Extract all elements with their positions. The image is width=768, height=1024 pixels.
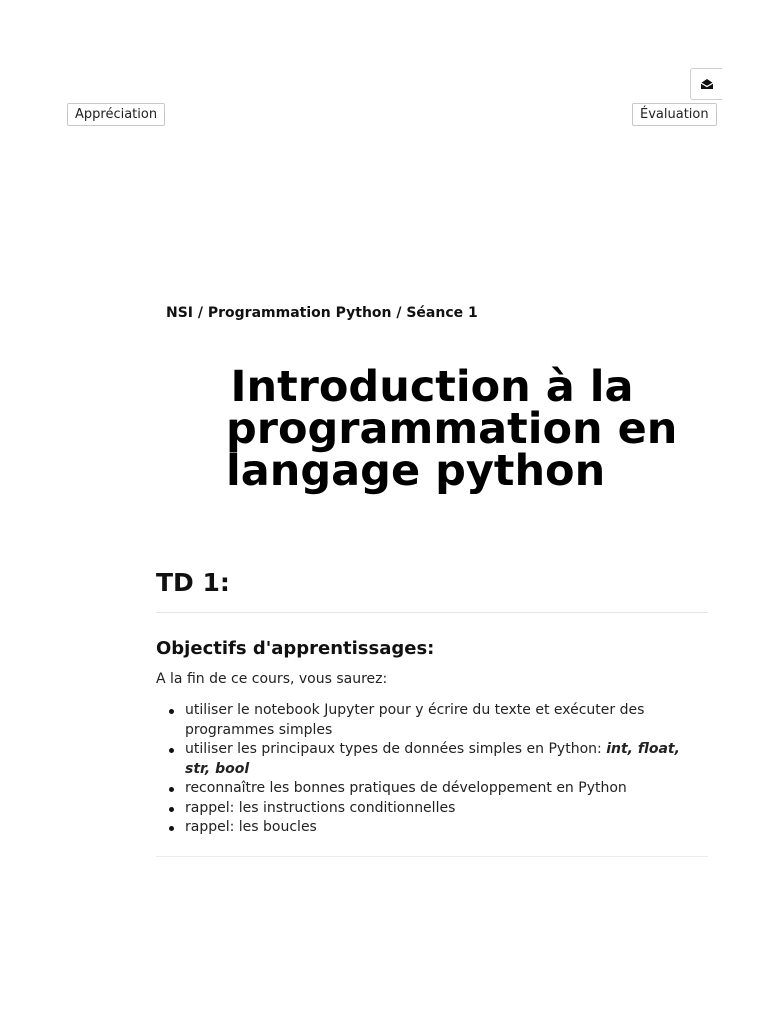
list-item-text: reconnaître les bonnes pratiques de développement en Python bbox=[185, 780, 627, 796]
list-item bbox=[185, 818, 708, 838]
evaluation-button[interactable]: Évaluation bbox=[632, 103, 717, 126]
envelope-open-icon bbox=[700, 78, 714, 90]
page-title bbox=[226, 362, 678, 496]
section-divider bbox=[156, 856, 708, 857]
title-line: langage python bbox=[226, 446, 606, 496]
title-line: Introduction à la bbox=[230, 362, 634, 412]
objectives-intro: A la fin de ce cours, vous saurez: bbox=[156, 671, 388, 687]
td-section bbox=[156, 566, 708, 857]
list-item bbox=[185, 799, 708, 819]
list-item-text: utiliser les principaux types de données simples en Python: bbox=[185, 741, 607, 757]
objectives-list bbox=[156, 701, 708, 838]
envelope-open-button[interactable] bbox=[690, 68, 722, 100]
breadcrumb: NSI / Programmation Python / Séance 1 bbox=[166, 305, 478, 321]
td-heading: TD 1: bbox=[156, 568, 230, 597]
list-item-text: rappel: les instructions conditionnelles bbox=[185, 799, 456, 816]
section-divider bbox=[156, 612, 708, 613]
list-item bbox=[185, 740, 708, 779]
list-item-emphasis: int, float, str, bool bbox=[185, 741, 680, 777]
list-item bbox=[185, 779, 708, 799]
list-item-text: utiliser le notebook Jupyter pour y écrire du texte et exécuter des programmes simples bbox=[185, 702, 645, 738]
appreciation-button[interactable]: Appréciation bbox=[67, 103, 165, 126]
objectives-heading: Objectifs d'apprentissages: bbox=[156, 638, 435, 659]
list-item bbox=[185, 701, 708, 740]
list-item-text: rappel: les boucles bbox=[185, 819, 317, 835]
title-line: programmation en bbox=[226, 404, 678, 454]
